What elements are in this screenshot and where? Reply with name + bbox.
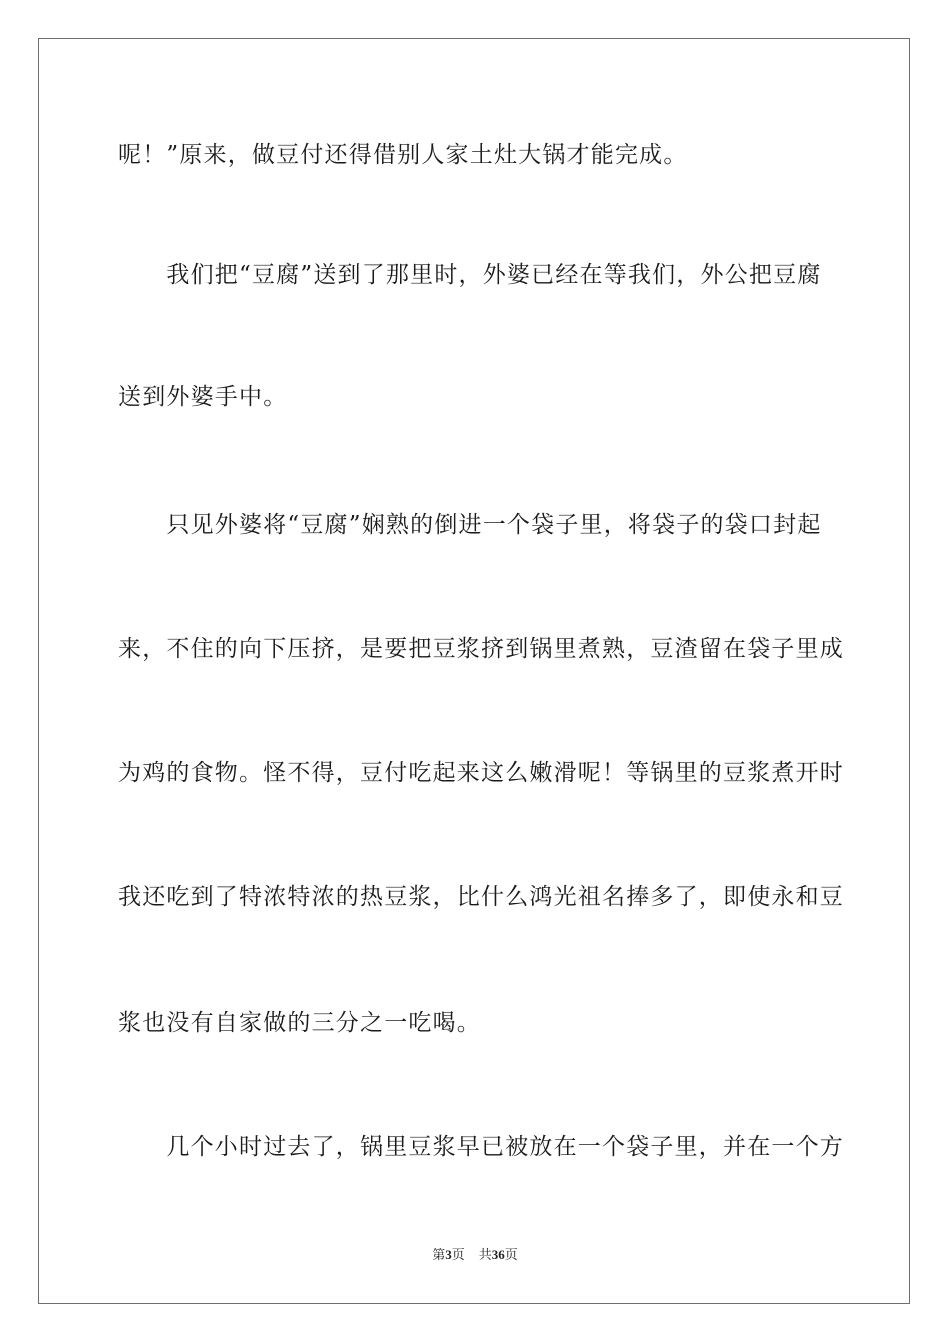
text-line-6: 为鸡的食物。怪不得，豆付吃起来这么嫩滑呢！等锅里的豆浆煮开时 (118, 760, 844, 786)
total-pages: 36 (491, 1247, 505, 1262)
text-line-9: 几个小时过去了，锅里豆浆早已被放在一个袋子里，并在一个方 (118, 1134, 844, 1160)
page-prefix: 第 (432, 1248, 446, 1263)
page-suffix: 页 (451, 1248, 465, 1263)
text-line-2: 我们把“豆腐”送到了那里时，外婆已经在等我们，外公把豆腐 (118, 262, 822, 288)
text-line-5: 来，不住的向下压挤，是要把豆浆挤到锅里煮熟，豆渣留在袋子里成 (118, 636, 844, 662)
text-line-4: 只见外婆将“豆腐”娴熟的倒进一个袋子里，将袋子的袋口封起 (118, 512, 822, 538)
total-prefix: 共 (478, 1248, 492, 1263)
text-line-1: 呢！”原来，做豆付还得借别人家土灶大锅才能完成。 (118, 142, 688, 168)
page-frame (38, 38, 910, 1304)
text-line-7: 我还吃到了特浓特浓的热豆浆，比什么鸿光祖名捧多了，即使永和豆 (118, 884, 844, 910)
total-suffix: 页 (504, 1248, 518, 1263)
text-line-3: 送到外婆手中。 (118, 384, 288, 410)
text-line-8: 浆也没有自家做的三分之一吃喝。 (118, 1010, 481, 1036)
page-number: 3 (445, 1247, 452, 1262)
page-footer (0, 1246, 950, 1265)
